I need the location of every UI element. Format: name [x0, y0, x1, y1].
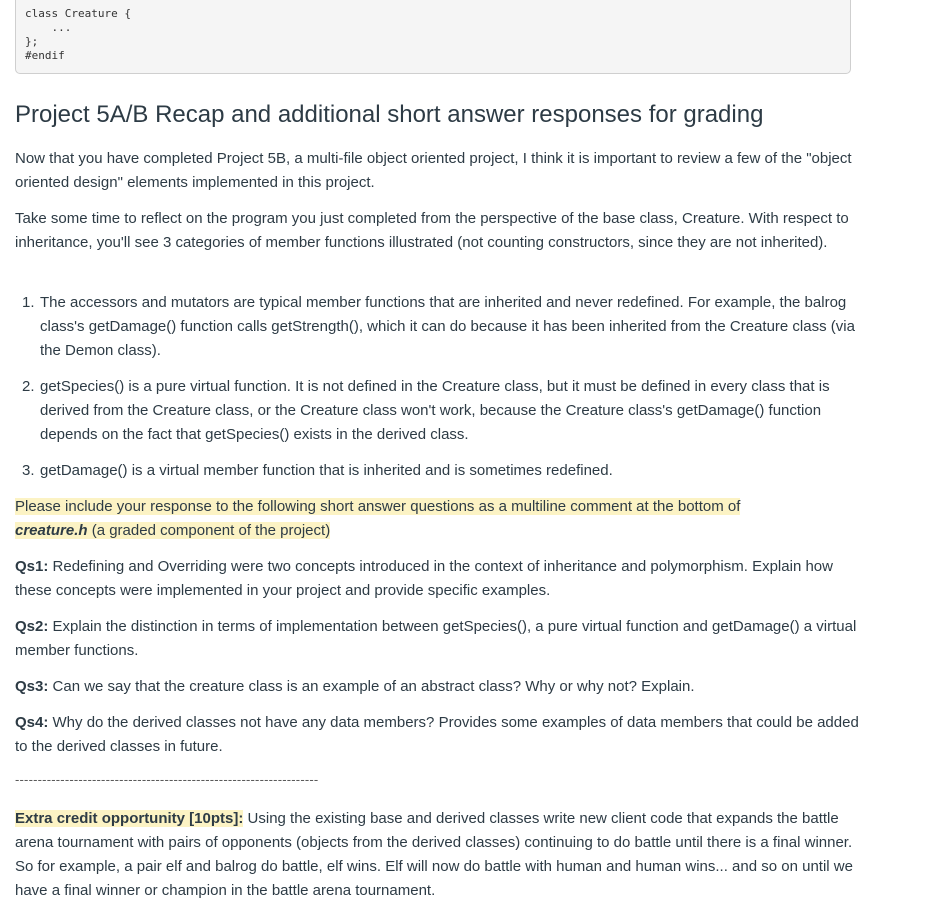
separator-line: ------------------------------------------------------------------- — [15, 772, 319, 787]
list-item — [22, 375, 860, 447]
code-snippet — [15, 0, 851, 74]
question-label: Qs1: — [15, 558, 49, 575]
list-number: 3. — [22, 462, 35, 479]
list-number: 2. — [22, 378, 35, 395]
instruction-filename: creature.h — [15, 522, 88, 539]
code-line: }; — [25, 35, 39, 48]
question-paragraph — [15, 711, 860, 759]
intro-paragraph: Take some time to reflect on the program you just completed from the perspective of the base class, Creature. With respect to inheritance, you'll see 3 categories of member functions illustrated (not counting constructors, since they are not inherited). — [15, 210, 849, 251]
code-line: class Creature { — [25, 7, 131, 20]
question-label: Qs4: — [15, 714, 49, 731]
list-number: 1. — [22, 294, 35, 311]
list-text: getDamage() is a virtual member function that is inherited and is sometimes redefined. — [40, 462, 613, 479]
instruction-text: Please include your response to the following short answer questions as a multiline comment at the bottom of — [15, 498, 741, 515]
instruction-paragraph — [15, 495, 795, 543]
instruction-suffix: (a graded component of the project) — [87, 522, 331, 539]
extra-credit-label: Extra credit opportunity [10pts]: — [15, 810, 244, 827]
code-line: #endif — [25, 49, 65, 62]
extra-credit-text: Using the existing base and derived classes write new client code that expands the battle arena tournament with pairs of opponents (objects from the derived classes) continuing to do battle until there is a final winner. So for example, a pair elf and balrog do battle, elf wins. Elf will now do battle with human and human wins... and so on until we have a final winner or champion in the battle arena tournament. — [15, 810, 853, 899]
extra-credit-paragraph — [15, 807, 855, 903]
question-paragraph — [15, 615, 860, 663]
list-item — [22, 291, 860, 363]
question-paragraph — [15, 675, 860, 699]
question-text: Can we say that the creature class is an example of an abstract class? Why or why not? Explain. — [48, 678, 695, 695]
question-text: Why do the derived classes not have any data members? Provides some examples of data members that could be added to the derived classes in future. — [15, 714, 859, 755]
code-line: ... — [25, 21, 72, 34]
list-text: getSpecies() is a pure virtual function. It is not defined in the Creature class, but it must be defined in every class that is derived from the Creature class, or the Creature class won't work, because the Creature class's getDamage() function depends on the fact that getSpecies() exists in the derived class. — [40, 378, 830, 443]
question-paragraph — [15, 555, 860, 603]
page-title: Project 5A/B Recap and additional short answer responses for grading — [15, 101, 764, 128]
list-text: The accessors and mutators are typical member functions that are inherited and never redefined. For example, the balrog class's getDamage() function calls getStrength(), which it can do because it has been inherited from the Creature class (via the Demon class). — [40, 294, 855, 359]
intro-paragraph: Now that you have completed Project 5B, a multi-file object oriented project, I think it is important to review a few of the "object oriented design" elements implemented in this project. — [15, 150, 852, 191]
list-item — [22, 459, 860, 483]
question-label: Qs2: — [15, 618, 49, 635]
question-text: Redefining and Overriding were two concepts introduced in the context of inheritance and polymorphism. Explain how these concepts were implemented in your project and provide specific examples. — [15, 558, 833, 599]
question-label: Qs3: — [15, 678, 49, 695]
question-text: Explain the distinction in terms of implementation between getSpecies(), a pure virtual function and getDamage() a virtual member functions. — [15, 618, 857, 659]
